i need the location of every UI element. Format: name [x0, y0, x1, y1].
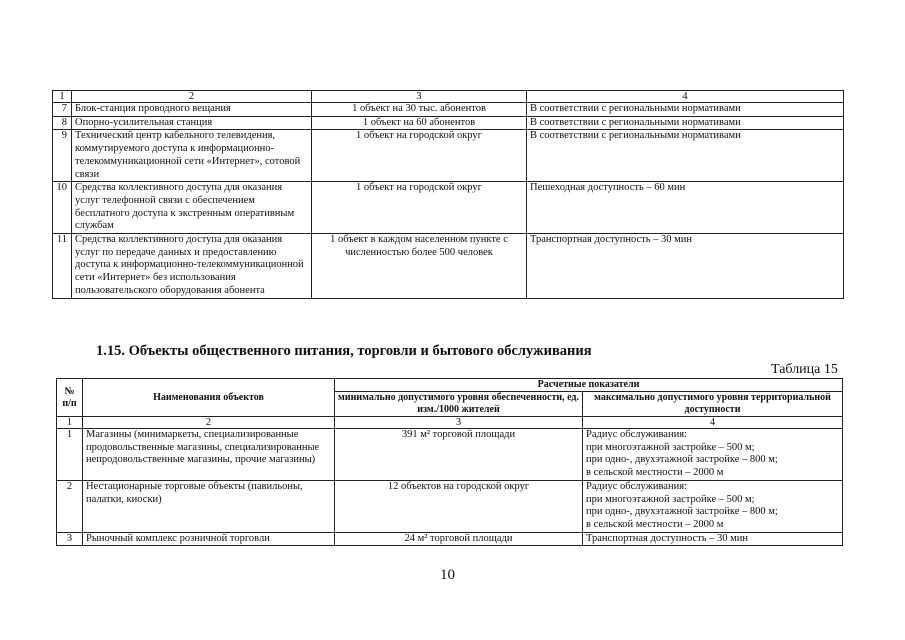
- accessibility-level: В соответствии с региональными нормативами: [527, 116, 844, 130]
- row-number: 1: [57, 429, 83, 481]
- header-min-provision: минимально допустимого уровня обеспеченности, ед. изм./1000 жителей: [335, 392, 583, 417]
- accessibility-line: при одно-, двухэтажной застройке – 800 м;: [586, 454, 778, 466]
- accessibility-line: Радиус обслуживания:: [586, 480, 687, 492]
- provision-level: 24 м² торговой площади: [335, 532, 583, 546]
- object-name: Блок-станция проводного вещания: [72, 103, 312, 117]
- row-number: 9: [53, 130, 72, 182]
- table-row: [53, 130, 844, 182]
- object-name: Рыночный комплекс розничной торговли: [83, 532, 335, 546]
- table-row: [53, 103, 844, 117]
- provision-level: 12 объектов на городской округ: [335, 480, 583, 532]
- accessibility-level: Пешеходная доступность – 60 мин: [527, 182, 844, 234]
- table-row: [57, 532, 843, 546]
- provision-level: 1 объект на городской округ: [312, 130, 527, 182]
- provision-level: 1 объект на 60 абонентов: [312, 116, 527, 130]
- object-name: Магазины (минимаркеты, специализированные продовольственные магазины, специализированные непродовольственные магазины, прочие магазины): [83, 429, 335, 481]
- table-row: [53, 116, 844, 130]
- table-label: Таблица 15: [771, 362, 838, 377]
- accessibility-level: В соответствии с региональными нормативами: [527, 130, 844, 182]
- row-number: 8: [53, 116, 72, 130]
- header-cell: 4: [527, 91, 844, 103]
- row-number: 2: [57, 480, 83, 532]
- accessibility-line: Радиус обслуживания:: [586, 429, 687, 440]
- header-object-name: Наименования объектов: [83, 379, 335, 417]
- accessibility-level: Транспортная доступность – 30 мин: [527, 234, 844, 299]
- table-row: [53, 182, 844, 234]
- table-index-row: [57, 417, 843, 429]
- index-cell: 3: [335, 417, 583, 429]
- provision-level: 391 м² торговой площади: [335, 429, 583, 481]
- accessibility-line: при многоэтажной застройке – 500 м;: [586, 441, 755, 453]
- accessibility-level: [583, 429, 843, 481]
- index-cell: 4: [583, 417, 843, 429]
- provision-level: 1 объект в каждом населенном пункте с численностью более 500 человек: [312, 234, 527, 299]
- accessibility-line: в сельской местности – 2000 м: [586, 518, 724, 530]
- header-max-accessibility: максимально допустимого уровня территориальной доступности: [583, 392, 843, 417]
- table-row: [57, 429, 843, 481]
- object-name: Опорно-усилительная станция: [72, 116, 312, 130]
- table-row: [57, 480, 843, 532]
- row-number: 10: [53, 182, 72, 234]
- object-name: Средства коллективного доступа для оказания услуг по передаче данных и предоставлению доступа к информационно-телекоммуникационной сети «Интернет» без использования пользовательского оборудования абонента: [72, 234, 312, 299]
- row-number: 3: [57, 532, 83, 546]
- table-15: [56, 378, 843, 546]
- header-cell: 3: [312, 91, 527, 103]
- object-name: Нестационарные торговые объекты (павильоны, палатки, киоски): [83, 480, 335, 532]
- provision-level: 1 объект на городской округ: [312, 182, 527, 234]
- accessibility-line: при одно-, двухэтажной застройке – 800 м;: [586, 506, 778, 518]
- object-name: Технический центр кабельного телевидения, коммутируемого доступа к информационно-телекоммуникационной сети «Интернет», сотовой связи: [72, 130, 312, 182]
- row-number: 7: [53, 103, 72, 117]
- accessibility-level: [583, 480, 843, 532]
- row-number: 11: [53, 234, 72, 299]
- header-cell: 2: [72, 91, 312, 103]
- accessibility-level: [583, 532, 843, 546]
- index-cell: 1: [57, 417, 83, 429]
- accessibility-level: В соответствии с региональными нормативами: [527, 103, 844, 117]
- header-number: № п/п: [57, 379, 83, 417]
- table-row: [53, 234, 844, 299]
- page-number: 10: [440, 567, 455, 583]
- table-header-row: [57, 379, 843, 392]
- accessibility-line: при многоэтажной застройке – 500 м;: [586, 493, 755, 505]
- accessibility-line: Транспортная доступность – 30 мин: [586, 532, 749, 544]
- header-cell: 1: [53, 91, 72, 103]
- provision-level: 1 объект на 30 тыс. абонентов: [312, 103, 527, 117]
- object-name: Средства коллективного доступа для оказания услуг телефонной связи с обеспечением бесплатного доступа к экстренным оперативным службам: [72, 182, 312, 234]
- section-heading: 1.15. Объекты общественного питания, торговли и бытового обслуживания: [96, 343, 592, 359]
- index-cell: 2: [83, 417, 335, 429]
- header-calculated-indicators: Расчетные показатели: [335, 379, 843, 392]
- table-14-continuation: [52, 90, 844, 299]
- table-header-row: [53, 91, 844, 103]
- accessibility-line: в сельской местности – 2000 м: [586, 467, 724, 479]
